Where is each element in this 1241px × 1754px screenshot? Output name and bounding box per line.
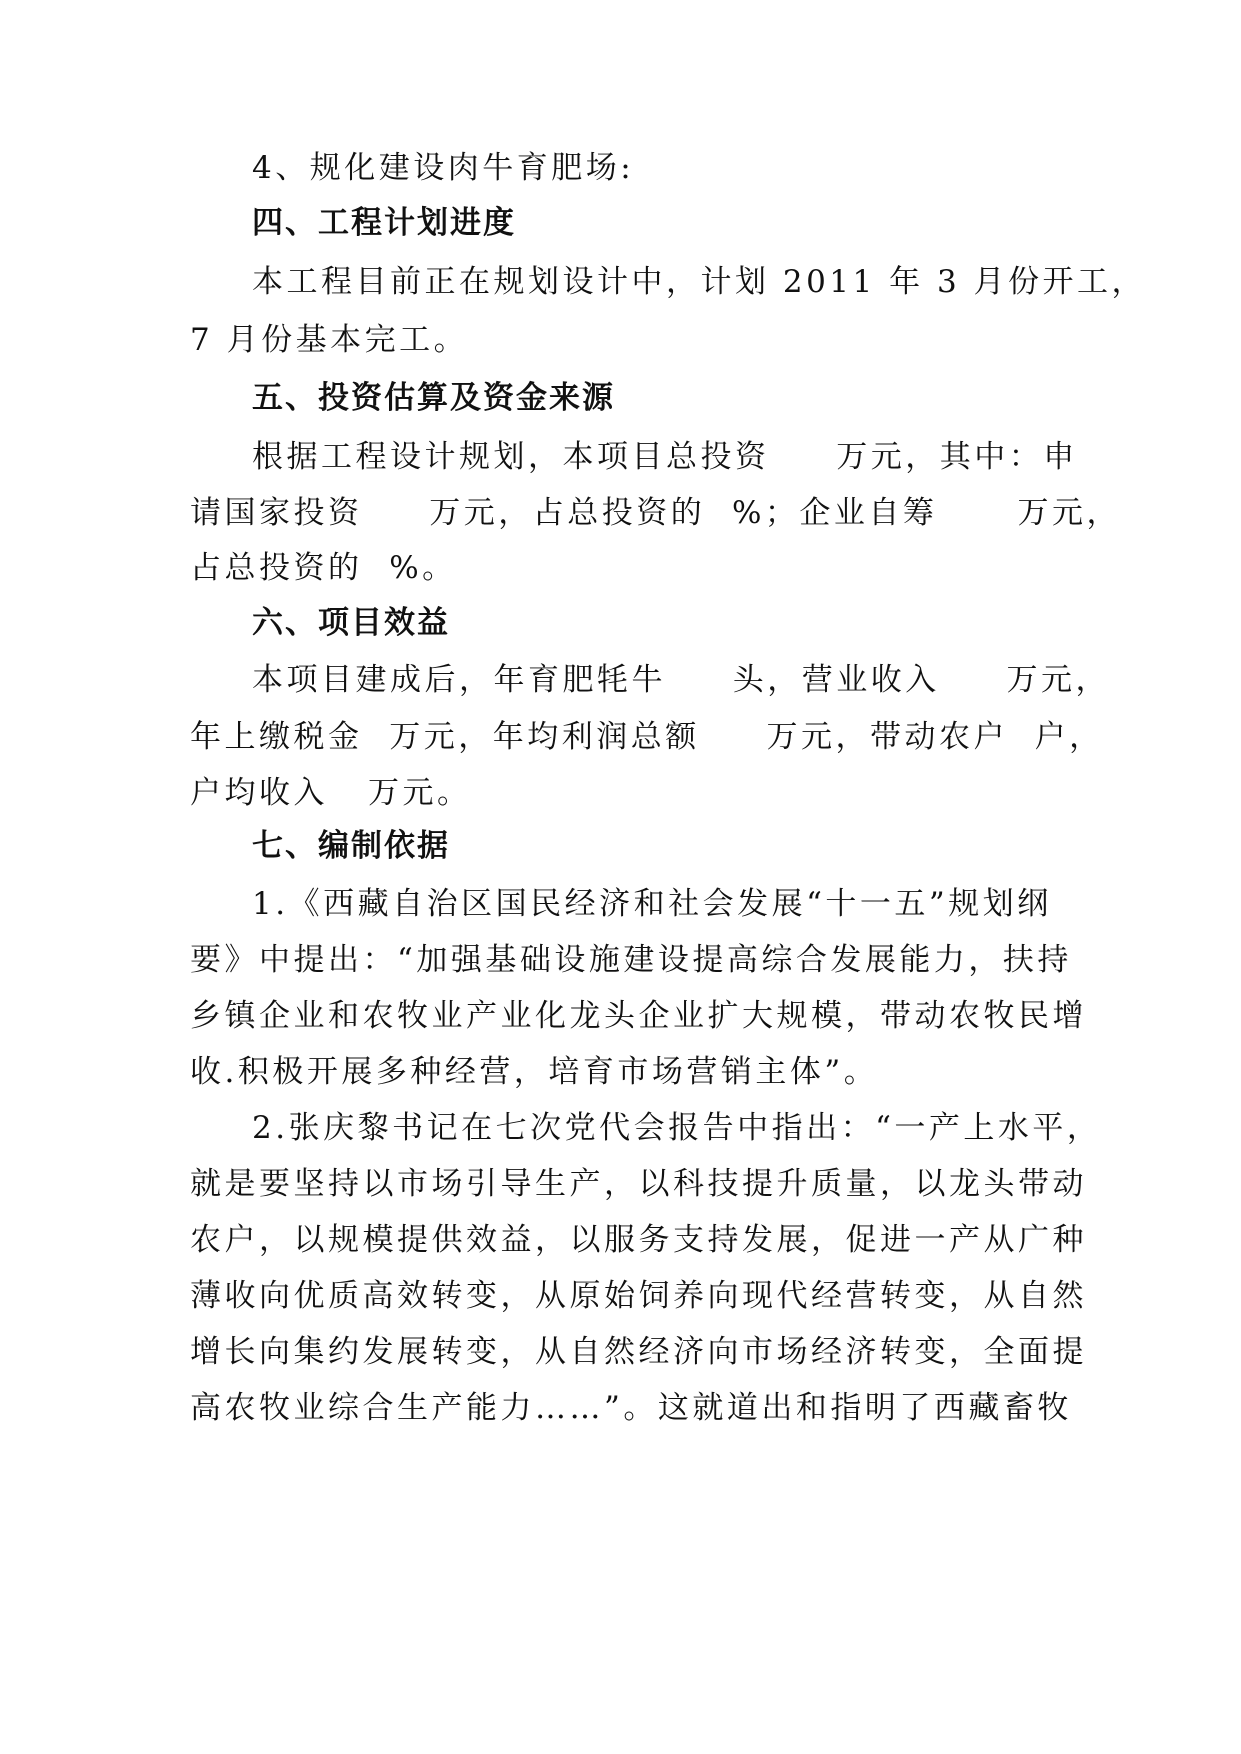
paragraph-line: 高农牧业综合生产能力……”。这就道出和指明了西藏畜牧 (190, 1390, 1072, 1426)
paragraph-line: 农户，以规模提供效益，以服务支持发展，促进一产从广种 (190, 1222, 1087, 1258)
paragraph-line: 薄收向优质高效转变，从原始饲养向现代经营转变，从自然 (190, 1278, 1087, 1314)
paragraph-line: 就是要坚持以市场引导生产，以科技提升质量，以龙头带动 (190, 1166, 1087, 1202)
paragraph-line: 本工程目前正在规划设计中，计划 2011 年 3 月份开工， (252, 264, 1147, 300)
paragraph-line: 年上缴税金 万元，年均利润总额 万元，带动农户 户， (190, 719, 1104, 755)
paragraph-line: 乡镇企业和农牧业产业化龙头企业扩大规模，带动农牧民增 (190, 998, 1087, 1034)
paragraph-line: 根据工程设计规划，本项目总投资 万元，其中：申 (252, 439, 1078, 475)
paragraph-line: 2.张庆黎书记在七次党代会报告中指出：“一产上水平， (252, 1110, 1102, 1146)
paragraph-line: 增长向集约发展转变，从自然经济向市场经济转变，全面提 (190, 1334, 1087, 1370)
section-heading-benefits: 六、项目效益 (252, 605, 450, 641)
section-heading-basis: 七、编制依据 (252, 828, 450, 864)
paragraph-line: 收.积极开展多种经营，培育市场营销主体”。 (190, 1054, 879, 1090)
paragraph-line: 本项目建成后，年育肥牦牛 头，营业收入 万元， (252, 662, 1111, 698)
section-heading-schedule: 四、工程计划进度 (252, 205, 516, 241)
paragraph-line: 7 月份基本完工。 (190, 322, 469, 358)
paragraph-line: 占总投资的 %。 (190, 550, 457, 586)
paragraph-line: 户均收入 万元。 (190, 775, 472, 811)
section-heading-investment: 五、投资估算及资金来源 (252, 380, 615, 416)
list-item-cattle-farm: 4、规化建设肉牛育肥场: (252, 150, 635, 186)
paragraph-line: 要》中提出：“加强基础设施建设提高综合发展能力，扶持 (190, 942, 1072, 978)
paragraph-line: 请国家投资 万元，占总投资的 %；企业自筹 万元， (190, 495, 1122, 531)
paragraph-line: 1.《西藏自治区国民经济和社会发展“十一五”规划纲 (252, 886, 1052, 922)
